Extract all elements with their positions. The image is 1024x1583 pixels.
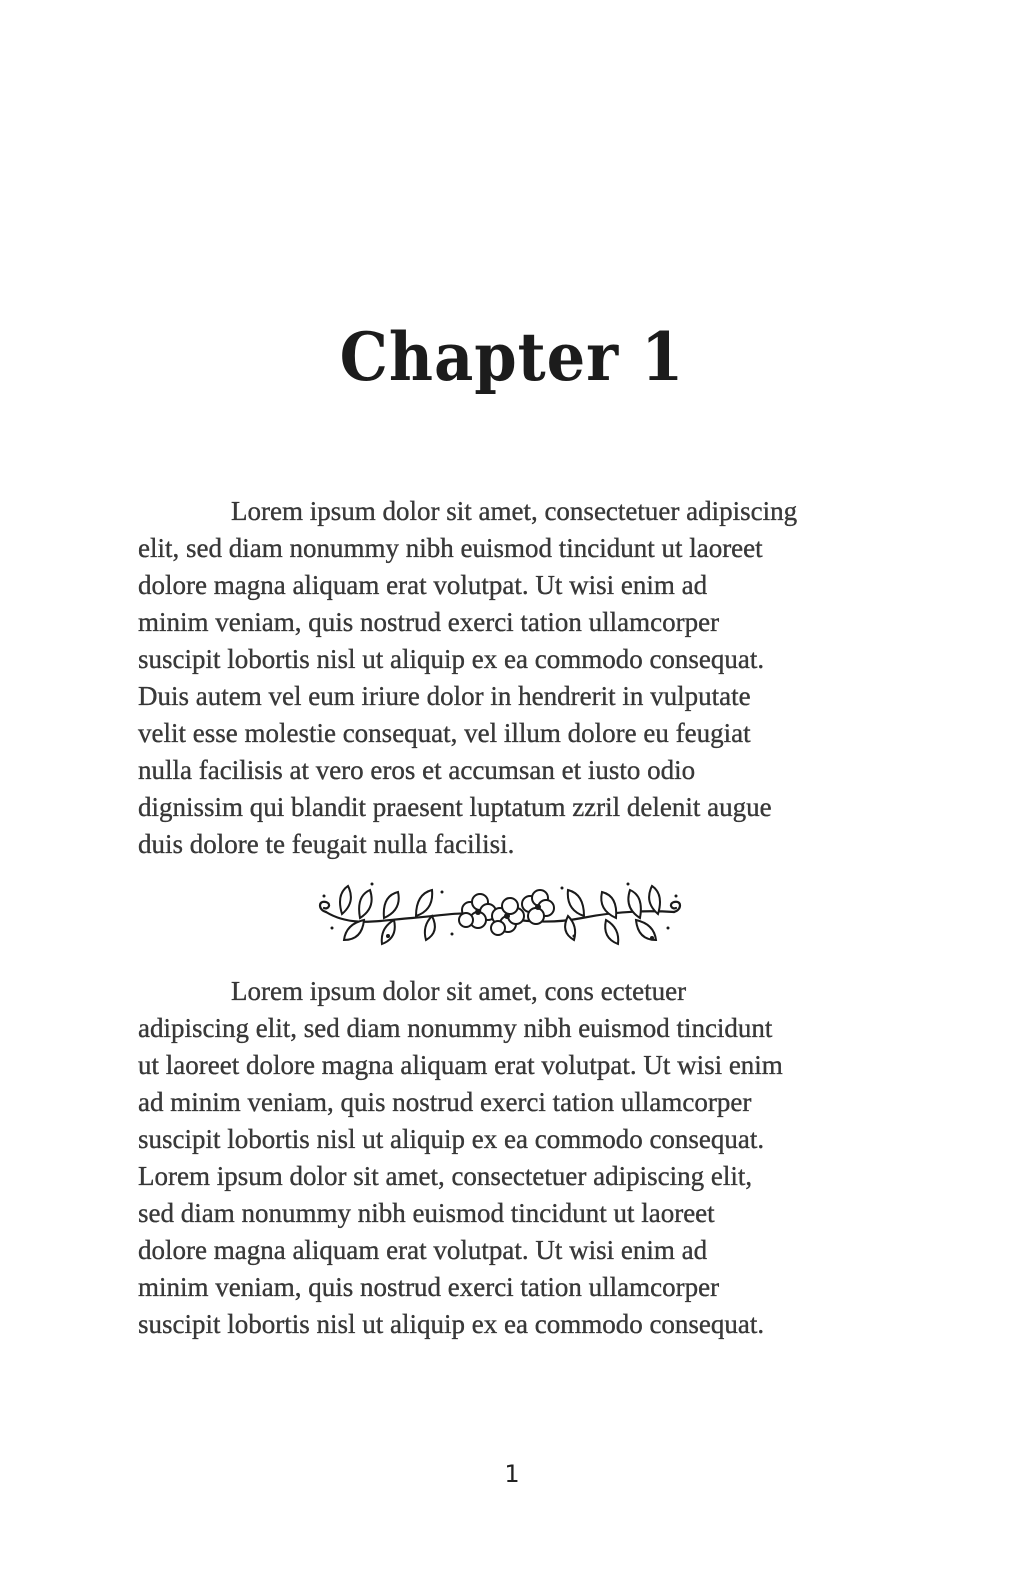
paragraph-line: dolore magna aliquam erat volutpat. Ut wisi enim ad bbox=[138, 1235, 708, 1265]
paragraph-line: Lorem ipsum dolor sit amet, consectetuer adipiscing elit, bbox=[138, 1161, 753, 1191]
paragraph-line: ad minim veniam, quis nostrud exerci tation ullamcorper bbox=[138, 1087, 752, 1117]
paragraph-line: adipiscing elit, sed diam nonummy nibh euismod tincidunt bbox=[138, 1013, 773, 1043]
paragraph-line: dolore magna aliquam erat volutpat. Ut wisi enim ad bbox=[138, 570, 708, 600]
paragraph-line: duis dolore te feugait nulla facilisi. bbox=[138, 829, 515, 859]
chapter-title: Chapter 1 bbox=[339, 318, 685, 396]
paragraph-line: minim veniam, quis nostrud exerci tation ullamcorper bbox=[138, 607, 720, 637]
paragraph-line: Duis autem vel eum iriure dolor in hendrerit in vulputate bbox=[138, 681, 751, 711]
page-number: 1 bbox=[504, 1460, 520, 1488]
paragraph-line: minim veniam, quis nostrud exerci tation ullamcorper bbox=[138, 1272, 720, 1302]
paragraph-line: Lorem ipsum dolor sit amet, cons ectetuer bbox=[231, 976, 687, 1006]
paragraph-line: suscipit lobortis nisl ut aliquip ex ea commodo consequat. bbox=[138, 1309, 765, 1339]
paragraph-line: elit, sed diam nonummy nibh euismod tincidunt ut laoreet bbox=[138, 533, 763, 563]
paragraph-line: dignissim qui blandit praesent luptatum zzril delenit augue bbox=[138, 792, 772, 822]
paragraph-line: velit esse molestie consequat, vel illum dolore eu feugiat bbox=[138, 718, 751, 748]
paragraph-line: suscipit lobortis nisl ut aliquip ex ea commodo consequat. bbox=[138, 644, 765, 674]
paragraph-line: nulla facilisis at vero eros et accumsan et iusto odio bbox=[138, 755, 696, 785]
paragraph-line: Lorem ipsum dolor sit amet, consectetuer adipiscing bbox=[231, 496, 798, 526]
paragraph-line: ut laoreet dolore magna aliquam erat volutpat. Ut wisi enim bbox=[138, 1050, 783, 1080]
paragraph-line: suscipit lobortis nisl ut aliquip ex ea commodo consequat. bbox=[138, 1124, 765, 1154]
floral-vine-divider-icon bbox=[312, 876, 688, 948]
paragraph-line: sed diam nonummy nibh euismod tincidunt ut laoreet bbox=[138, 1198, 715, 1228]
